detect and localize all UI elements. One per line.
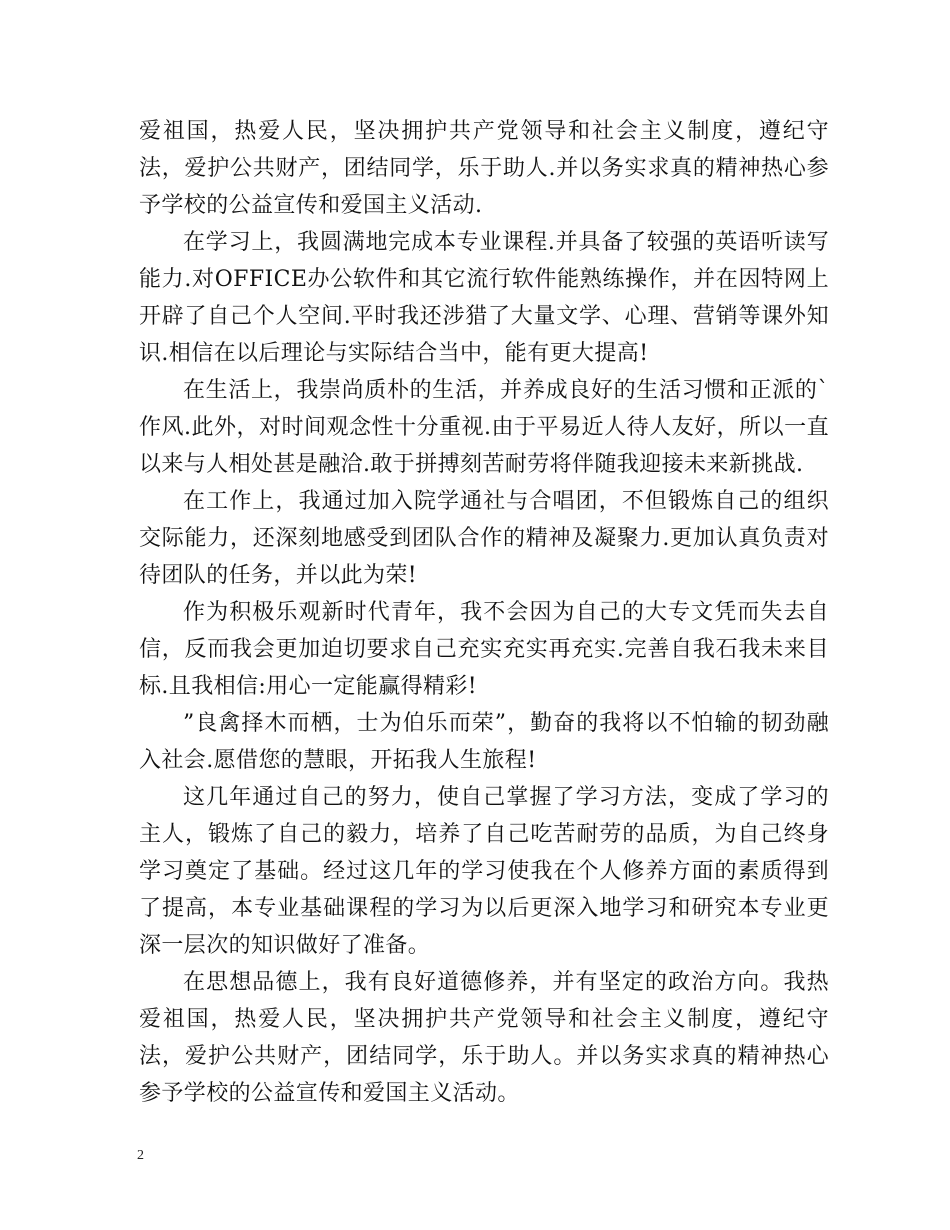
document-body [139,113,829,1112]
paragraph-4: 在工作上，我通过加入院学通社与合唱团，不但锻炼自己的组织交际能力，还深刻地感受到团队合作的精神及凝聚力.更加认真负责对待团队的任务，并以此为荣! [139,489,829,588]
page-number: 2 [137,1148,144,1163]
paragraph-1: 爱祖国，热爱人民，坚决拥护共产党领导和社会主义制度，遵纪守法，爱护公共财产，团结同学，乐于助人.并以务实求真的精神热心参予学校的公益宣传和爱国主义活动. [139,119,829,218]
paragraph-2: 在学习上，我圆满地完成本专业课程.并具备了较强的英语听读写能力.对OFFICE办公软件和其它流行软件能熟练操作，并在因特网上开辟了自己个人空间.平时我还涉猎了大量文学、心理、营销等课外知识.相信在以后理论与实际结合当中，能有更大提高! [139,230,829,366]
paragraph-7: 这几年通过自己的努力，使自己掌握了学习方法，变成了学习的主人，锻炼了自己的毅力，培养了自己吃苦耐劳的品质，为自己终身学习奠定了基础。经过这几年的学习使我在个人修养方面的素质得到了提高，本专业基础课程的学习为以后更深入地学习和研究本专业更深一层次的知识做好了准备。 [139,785,829,958]
paragraph-3: 在生活上，我崇尚质朴的生活，并养成良好的生活习惯和正派的`作风.此外，对时间观念性十分重视.由于平易近人待人友好，所以一直以来与人相处甚是融洽.敢于拼搏刻苦耐劳将伴随我迎接未来新挑战. [139,378,829,477]
paragraph-8: 在思想品德上，我有良好道德修养，并有坚定的政治方向。我热爱祖国，热爱人民，坚决拥护共产党领导和社会主义制度，遵纪守法，爱护公共财产，团结同学，乐于助人。并以务实求真的精神热心参予学校的公益宣传和爱国主义活动。 [139,970,829,1106]
paragraph-6: ”良禽择木而栖，士为伯乐而荣”，勤奋的我将以不怕输的韧劲融入社会.愿借您的慧眼，开拓我人生旅程! [139,711,829,773]
paragraph-5: 作为积极乐观新时代青年，我不会因为自己的大专文凭而失去自信，反而我会更加迫切要求自己充实充实再充实.完善自我石我未来目标.且我相信:用心一定能赢得精彩! [139,600,829,699]
